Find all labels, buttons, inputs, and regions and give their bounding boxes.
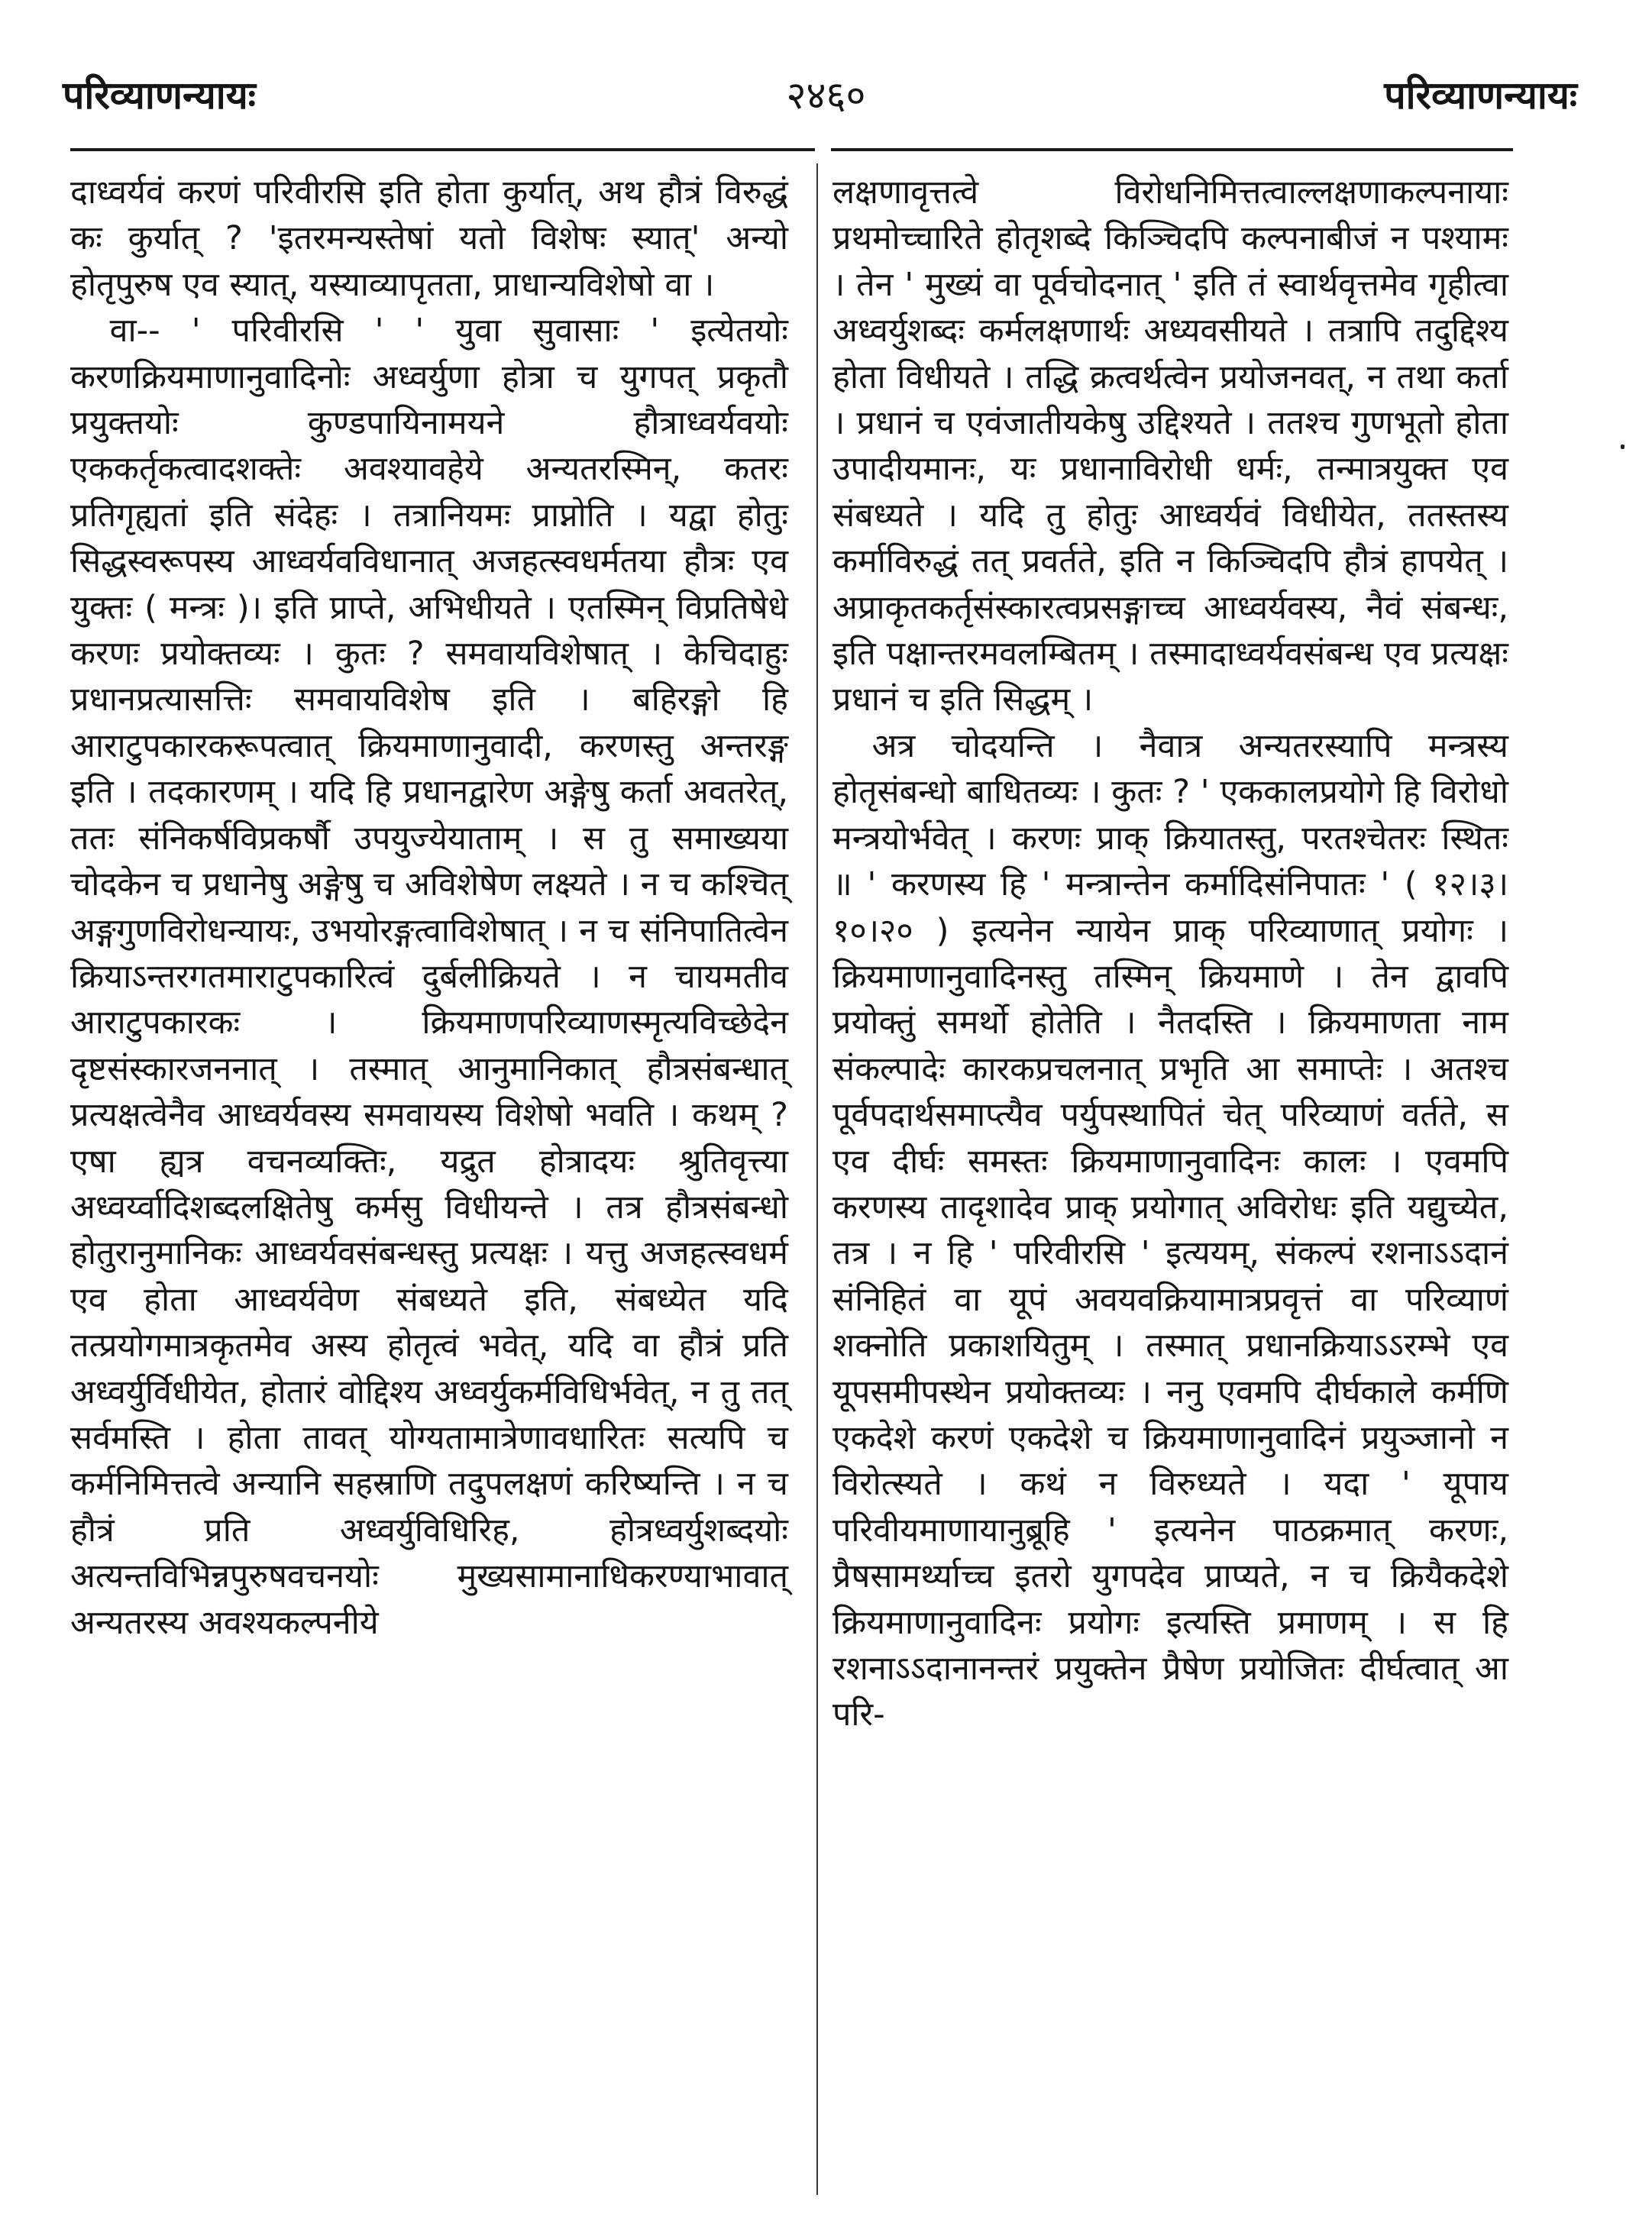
right-column <box>832 170 1508 1738</box>
left-paragraph-1: दाध्वर्यवं करणं परिवीरसि इति होता कुर्यात्, अथ हौत्रं विरुद्धं कः कुर्यात् ? 'इतरमन्यस्तेषां यतो विशेषः स्यात्' अन्यो होतृपुरुष एव स्यात्, यस्याव्यापृतता, प्राधान्यविशेषो वा । <box>70 173 788 304</box>
column-divider <box>816 163 818 2195</box>
right-paragraph-2: अत्र चोदयन्ति । नैवात्र अन्यतरस्यापि मन्त्रस्य होतृसंबन्धो बाधितव्यः । कुतः ? ' एककालप्रयोगे हि विरोधो मन्त्रयोर्भवेत् । करणः प्राक् क्रियातस्तु, परतश्चेतरः स्थितः ॥ ' करणस्य हि ' मन्त्रान्तेन कर्मादिसंनिपातः ' ( १२।३।१०।२० ) इत्यनेन न्यायेन प्राक् परिव्याणात् प्रयोगः । क्रियमाणानुवादिनस्तु तस्मिन् क्रियमाणे । तेन द्वावपि प्रयोक्तुं समर्थो होतेति । नैतदस्ति । क्रियमाणता नाम संकल्पादेः कारकप्रचलनात् प्रभृति आ समाप्तेः । अतश्च पूर्वपदार्थसमाप्त्यैव पर्युपस्थापितं चेत् परिव्याणं वर्तते, स एव दीर्घः समस्तः क्रियमाणानुवादिनः कालः । एवमपि करणस्य तादृशादेव प्राक् प्रयोगात् अविरोधः इति यद्युच्येत, तत्र । न हि ' परिवीरसि ' इत्ययम्, संकल्पं रशनाऽऽदानं संनिहितं वा यूपं अवयवक्रियामात्रप्रवृत्तं वा परिव्याणं शक्नोति प्रकाशयितुम् । तस्मात् प्रधानक्रियाऽऽरम्भे एव यूपसमीपस्थेन प्रयोक्तव्यः । ननु एवमपि दीर्घकाले कर्मणि एकदेशे करणं एकदेशे च क्रियमाणानुवादिनं प्रयुञ्जानो न विरोत्स्यते । कथं न विरुध्यते । यदा ' यूपाय परिवीयमाणायानुब्रूहि ' इत्यनेन पाठक्रमात् करणः, प्रैषसामर्थ्याच्च इतरो युगपदेव प्राप्यते, न च क्रियैकदेशे क्रियमाणानुवादिनः प्रयोगः इत्यस्ति प्रमाणम् । स हि रशनाऽऽदानानन्तरं प्रयुक्तेन प्रैषेण प्रयोजितः दीर्घत्वात् आ परि- <box>832 726 1508 1734</box>
margin-dot <box>1621 444 1625 449</box>
left-paragraph-2: वा-- ' परिवीरसि ' ' युवा सुवासाः ' इत्येतयोः करणक्रियमाणानुवादिनोः अध्वर्युणा होत्रा च युगपत् प्रकृतौ प्रयुक्तयोः कुण्डपायिनामयने हौत्राध्वर्यवयोः एककर्तृकत्वादशक्तेः अवश्यावहेये अन्यतरस्मिन्, कतरः प्रतिगृह्यतां इति संदेहः । तत्रानियमः प्राप्नोति । यद्वा होतुः सिद्धस्वरूपस्य आध्वर्यवविधानात् अजहत्स्वधर्मतया हौत्रः एव युक्तः ( मन्त्रः )। इति प्राप्ते, अभिधीयते । एतस्मिन् विप्रतिषेधे करणः प्रयोक्तव्यः । कुतः ? समवायविशेषात् । केचिदाहुः प्रधानप्रत्यासत्तिः समवायविशेष इति । बहिरङ्गो हि आराटुपकारकरूपत्वात् क्रियमाणानुवादी, करणस्तु अन्तरङ्ग इति । तदकारणम् । यदि हि प्रधानद्वारेण अङ्गेषु कर्ता अवतरेत्, ततः संनिकर्षविप्रकर्षौ उपयुज्येयाताम् । स तु समाख्यया चोदकेन च प्रधानेषु अङ्गेषु च अविशेषेण लक्ष्यते । न च कश्चित् अङ्गगुणविरोधन्यायः, उभयोरङ्गत्वाविशेषात् । न च संनिपातित्वेन क्रियाऽन्तरगतमाराटुपकारित्वं दुर्बलीक्रियते । न चायमतीव आराटुपकारकः । क्रियमाणपरिव्याणस्मृत्यविच्छेदेन दृष्टसंस्कारजननात् । तस्मात् आनुमानिकात् हौत्रसंबन्धात् प्रत्यक्षत्वेनैव आध्वर्यवस्य समवायस्य विशेषो भवति । कथम् ? एषा ह्यत्र वचनव्यक्तिः, यद्रुत होत्रादयः श्रुतिवृत्त्या अध्वर्य्वादिशब्दलक्षितेषु कर्मसु विधीयन्ते । तत्र हौत्रसंबन्धो होतुरानुमानिकः आध्वर्यवसंबन्धस्तु प्रत्यक्षः । यत्तु अजहत्स्वधर्म एव होता आध्वर्यवेण संबध्यते इति, संबध्येत यदि तत्प्रयोगमात्रकृतमेव अस्य होतृत्वं भवेत्, यदि वा हौत्रं प्रति अध्वर्युर्विधीयेत, होतारं वोद्दिश्य अध्वर्युकर्मविधिर्भवेत्, न तु तत् सर्वमस्ति । होता तावत् योग्यतामात्रेणावधारितः सत्यपि च कर्मनिमित्तत्वे अन्यानि सहस्राणि तदुपलक्षणं करिष्यन्ति । न च हौत्रं प्रति अध्वर्युविधिरिह, होत्रध्वर्युशब्दयोः अत्यन्तविभिन्नपुरुषवचनयोः मुख्यसामानाधिकरण्याभावात् अन्यतरस्य अवश्यकल्पनीये <box>70 312 788 1642</box>
left-column <box>70 170 788 1646</box>
header-rule-left <box>70 148 815 151</box>
running-head-right: परिव्याणन्यायः <box>1384 73 1577 118</box>
running-head-left: परिव्याणन्यायः <box>63 73 256 118</box>
right-paragraph-1: लक्षणावृत्तत्वे विरोधनिमित्तत्वाल्लक्षणाकल्पनायाः प्रथमोच्चारिते होतृशब्दे किञ्चिदपि कल्पनाबीजं न पश्यामः । तेन ' मुख्यं वा पूर्वचोदनात् ' इति तं स्वार्थवृत्तमेव गृहीत्वा अध्वर्युशब्दः कर्मलक्षणार्थः अध्यवसीयते । तत्रापि तदुद्दिश्य होता विधीयते । तद्धि क्रत्वर्थत्वेन प्रयोजनवत्, न तथा कर्ता । प्रधानं च एवंजातीयकेषु उद्दिश्यते । ततश्च गुणभूतो होता उपादीयमानः, यः प्रधानाविरोधी धर्मः, तन्मात्रयुक्त एव संबध्यते । यदि तु होतुः आध्वर्यवं विधीयेत, ततस्तस्य कर्माविरुद्धं तत् प्रवर्तते, इति न किञ्चिदपि हौत्रं हापयेत् । अप्राकृतकर्तृसंस्कारत्वप्रसङ्गाच्च आध्वर्यवस्य, नैवं संबन्धः, इति पक्षान्तरमवलम्बितम् । तस्मादाध्वर्यवसंबन्ध एव प्रत्यक्षः प्रधानं च इति सिद्धम् । <box>832 173 1508 719</box>
page-number: २४६० <box>786 73 866 118</box>
header-rule-right <box>831 148 1513 151</box>
